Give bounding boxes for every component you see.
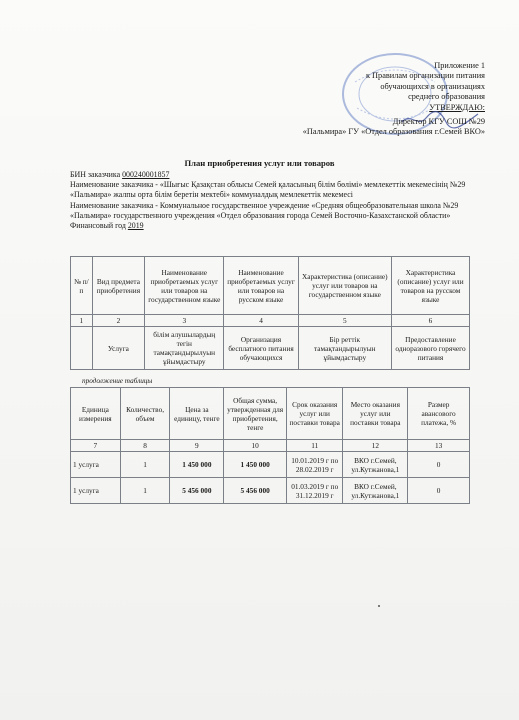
table-number-row [71, 315, 470, 327]
table-header-cell: Цена за единицу, тенге [170, 388, 224, 440]
appendix-line-2: к Правилам организации питания [365, 71, 485, 81]
table-cell: Организация бесплатного питания обучающихся [224, 327, 298, 370]
column-number: 10 [224, 440, 287, 452]
column-number: 7 [71, 440, 121, 452]
table-cell: Бір реттік тамақтандырылуын ұйымдастыру [298, 327, 391, 370]
fiscal-year-value: 2019 [127, 221, 144, 231]
table-header-cell: Единица измерения [71, 388, 121, 440]
table-row [71, 478, 470, 504]
table-cell: ВКО г.Семей, ул.Кутжанова,1 [343, 452, 408, 478]
customer-name-ru: Наименование заказчика - Коммунальное государственное учреждение «Средняя общеобразовательная школа №29 «Пальмира» государственного учреждения «Отдел образования города Семей Восточно-Казахстанской области» [70, 200, 459, 220]
plan-table-1 [70, 256, 470, 370]
appendix-block [245, 61, 485, 113]
document-body [70, 170, 490, 231]
bin-label: БИН заказчика [70, 170, 121, 179]
table-cell: ВКО г.Семей, ул.Кутжанова,1 [343, 478, 408, 504]
table-row [71, 327, 470, 370]
appendix-line-3: обучающихся в организациях [380, 81, 485, 91]
column-number: 1 [71, 315, 93, 327]
table-cell: 1 услуга [71, 452, 121, 478]
table-cell [71, 327, 93, 370]
plan-table-2 [70, 387, 470, 504]
column-number: 8 [120, 440, 170, 452]
table-header-cell: Характеристика (описание) услуг или товаров на русском языке [392, 257, 470, 315]
column-number: 6 [392, 315, 470, 327]
table-continuation-label: продолжение таблицы [82, 377, 153, 385]
table-cell: 0 [408, 478, 470, 504]
bin-value: 000240001857 [122, 170, 170, 179]
table-cell: Предоставление одноразового горячего питания [392, 327, 470, 370]
appendix-line-1: Приложение 1 [434, 61, 485, 70]
organization-line: «Пальмира» ГУ «Отдел образования г.Семей ВКО» [302, 127, 485, 137]
table-cell: 5 456 000 [170, 478, 224, 504]
table-row [71, 452, 470, 478]
column-number: 2 [92, 315, 144, 327]
table-number-row [71, 440, 470, 452]
table-cell: 01.03.2019 г по 31.12.2019 г [286, 478, 342, 504]
column-number: 5 [298, 315, 391, 327]
table-cell: 1 [120, 478, 170, 504]
table-header-cell: № п/п [71, 257, 93, 315]
table-header-cell: Общая сумма, утвержденная для приобретения, тенге [224, 388, 287, 440]
table-header-cell: Размер авансового платежа, % [408, 388, 470, 440]
table-cell: 5 456 000 [224, 478, 287, 504]
column-number: 13 [408, 440, 470, 452]
bin-line [70, 170, 490, 180]
column-number: 9 [170, 440, 224, 452]
column-number: 4 [224, 315, 298, 327]
scan-speck [378, 605, 380, 607]
table-cell: Услуга [92, 327, 144, 370]
table-cell: 1 450 000 [224, 452, 287, 478]
table-cell: білім алушылардың тегін тамақтандырылуын ұйымдастыру [145, 327, 224, 370]
table-header-cell: Наименование приобретаемых услуг или товаров на государственном языке [145, 257, 224, 315]
table-cell: 1 [120, 452, 170, 478]
table-header-cell: Наименование приобретаемых услуг или товаров на русском языке [224, 257, 298, 315]
column-number: 3 [145, 315, 224, 327]
table-cell: 1 услуга [71, 478, 121, 504]
table-cell: 0 [408, 452, 470, 478]
table-header-cell: Характеристика (описание) услуг или товаров на государственном языке [298, 257, 391, 315]
table-header-row [71, 388, 470, 440]
column-number: 12 [343, 440, 408, 452]
table-header-cell: Срок оказания услуг или поставки товара [286, 388, 342, 440]
document-title: План приобретения услуг или товаров [184, 158, 335, 168]
table-cell: 10.01.2019 г по 28.02.2019 г [286, 452, 342, 478]
fiscal-year-label: Финансовый год [70, 221, 126, 231]
table-header-row [71, 257, 470, 315]
appendix-line-4: среднего образования [408, 92, 485, 102]
table-header-cell: Место оказания услуг или поставки товара [343, 388, 408, 440]
director-line: Директор КГУ СОШ №29 [392, 117, 485, 126]
approve-label: УТВЕРЖДАЮ: [429, 102, 485, 112]
customer-name-kz: Наименование заказчика - «Шығыс Қазақстан облысы Семей қаласының білім бөлімі» мемлекеттік мекемесінің №29 «Пальмира» жалпы орта білім беретін мектебі» коммуналдық мемлекеттік мекемесі [70, 180, 466, 200]
column-number: 11 [286, 440, 342, 452]
table-cell: 1 450 000 [170, 452, 224, 478]
table-header-cell: Вид предмета приобретения [92, 257, 144, 315]
signature-block [205, 117, 485, 138]
fiscal-year-line [70, 221, 490, 231]
table-header-cell: Количество, объем [120, 388, 170, 440]
